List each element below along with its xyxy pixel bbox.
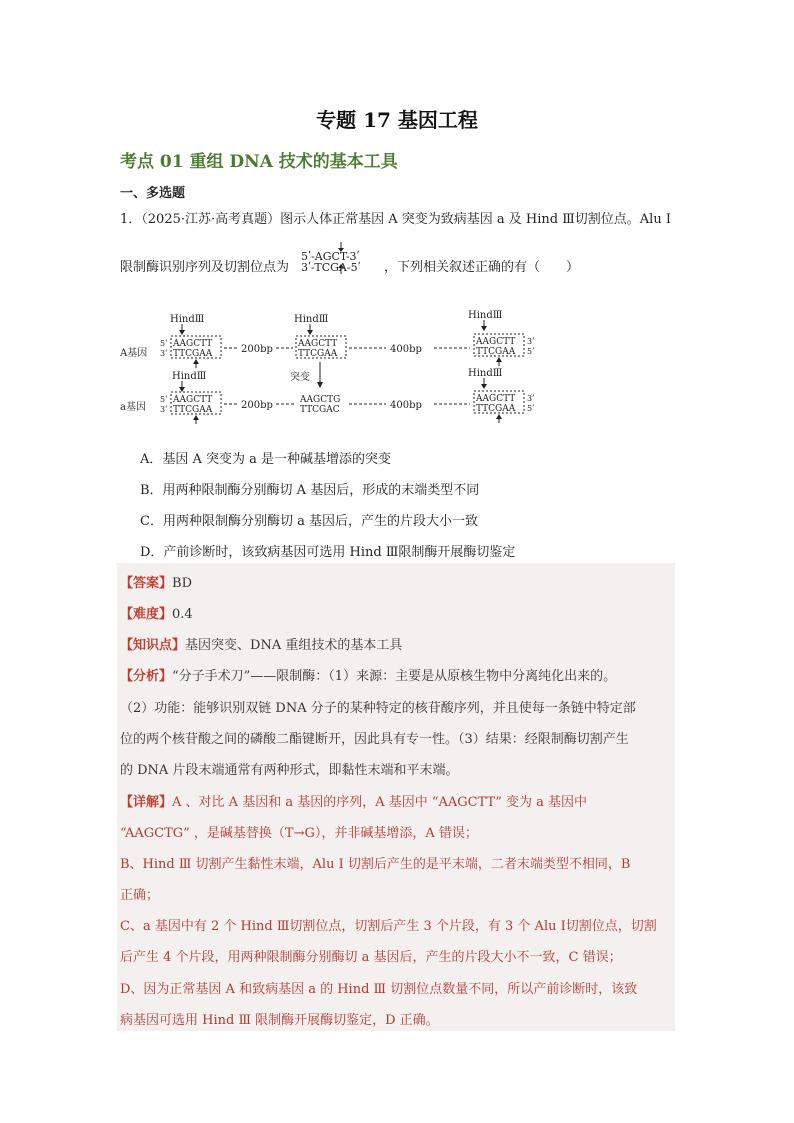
hind-label-5: HindⅢ: [468, 368, 503, 379]
hind-label-4: HindⅢ: [172, 371, 207, 382]
seq-A1-top: AAGCTT: [173, 339, 213, 349]
mut-seq-bottom: TTCGAC: [300, 405, 340, 415]
answer-tag: 【答案】: [120, 576, 173, 591]
five-prime-4: 5ʹ: [527, 404, 535, 413]
seq-A1-bottom: TTCGAA: [173, 349, 213, 359]
bp400-A: 400bp: [390, 344, 422, 355]
knowledge-line: [120, 634, 402, 653]
option-c: C．用两种限制酶分别酶切 a 基因后，产生的片段大小一致: [140, 514, 478, 529]
mutation-label: 突变: [290, 372, 310, 383]
question-line-2-end: ，下列相关叙述正确的有（ ）: [384, 260, 580, 275]
gene-figure: [118, 304, 548, 434]
alu-seq-bottom: 3ʹ-TCGA-5ʹ: [301, 261, 361, 274]
detail-line-7: D、因为正常基因 A 和致病基因 a 的 Hind Ⅲ 切割位点数量不同，所以产前诊断时，该致: [120, 982, 638, 997]
answer-value: BD: [172, 576, 192, 591]
detail-line-6: 后产生 4 个片段，用两种限制酶分别酶切 a 基因后，产生的片段大小不一致，C 错误；: [120, 950, 622, 965]
mut-seq-top: AAGCTG: [300, 395, 341, 405]
detail-line-2: “AAGCTG” ，是碱基替换（T→G），并非碱基增添，A 错误；: [120, 826, 478, 841]
detail-line-3: B、Hind Ⅲ 切割产生黏性末端，Alu Ⅰ 切割后产生的是平末端，二者末端类型不相同，B: [120, 857, 631, 872]
question-line-1: 1．（2025·江苏·高考真题）图示人体正常基因 A 突变为致病基因 a 及 Hind Ⅲ切割位点。Alu Ⅰ: [120, 212, 671, 227]
section-title: 考点 01 重组 DNA 技术的基本工具: [120, 152, 398, 172]
hind-label-2: HindⅢ: [294, 314, 329, 325]
answer-line: [120, 572, 192, 591]
five-prime-1: 5ʹ: [160, 339, 168, 348]
detail-tag: 【详解】: [120, 795, 173, 810]
three-prime-4: 3ʹ: [527, 394, 535, 403]
seq-A2-bottom: TTCGAA: [298, 349, 338, 359]
bp200-a: 200bp: [241, 400, 273, 411]
knowledge-value: 基因突变、DNA 重组技术的基本工具: [185, 638, 403, 653]
seq-a3-top: AAGCTT: [476, 394, 516, 404]
detail-text-1: A 、对比 A 基因和 a 基因的序列，A 基因中 “AAGCTT” 变为 a 基因中: [172, 795, 587, 810]
detail-line-1: [120, 791, 587, 810]
detail-line-4: 正确；: [120, 888, 160, 903]
analysis-line-3: 位的两个核苷酸之间的磷酸二酯键断开，因此具有专一性。（3）结果：经限制酶切割产生: [120, 732, 629, 747]
label-gene-A: A基因: [120, 348, 148, 359]
question-line-2: 限制酶识别序列及切割位点为: [120, 260, 290, 275]
seq-A2-top: AAGCTT: [298, 339, 338, 349]
alu-sequence: [301, 242, 381, 274]
difficulty-line: [120, 603, 193, 622]
bp400-a: 400bp: [390, 400, 422, 411]
seq-a3-bottom: TTCGAA: [476, 404, 516, 414]
page-title: 专题 17 基因工程: [316, 108, 478, 132]
option-d: D．产前诊断时，该致病基因可选用 Hind Ⅲ限制酶开展酶切鉴定: [140, 545, 516, 560]
hind-label-1: HindⅢ: [170, 314, 205, 325]
label-gene-a: a基因: [120, 402, 146, 413]
seq-a1-bottom: TTCGAA: [173, 405, 213, 415]
bp200-A: 200bp: [241, 344, 273, 355]
analysis-text-1: “分子手术刀”——限制酶：（1）来源：主要是从原核生物中分离纯化出来的。: [172, 669, 617, 684]
analysis-line-1: [120, 665, 616, 684]
alu-seq-top: 5ʹ-AGCT-3ʹ: [301, 250, 360, 263]
seq-a1-top: AAGCTT: [173, 395, 213, 405]
seq-A3-top: AAGCTT: [476, 337, 516, 347]
option-b: B．用两种限制酶分别酶切 A 基因后，形成的末端类型不同: [140, 483, 480, 498]
analysis-line-4: 的 DNA 片段末端通常有两种形式，即黏性末端和平末端。: [120, 763, 459, 778]
five-prime-3: 5ʹ: [160, 395, 168, 404]
detail-line-8: 病基因可选用 Hind Ⅲ 限制酶开展酶切鉴定，D 正确。: [120, 1013, 439, 1028]
hind-label-3: HindⅢ: [468, 310, 503, 321]
three-prime-1: 3ʹ: [160, 349, 168, 358]
three-prime-2: 3ʹ: [527, 337, 535, 346]
detail-line-5: C、a 基因中有 2 个 Hind Ⅲ切割位点，切割后产生 3 个片段，有 3 个 Alu Ⅰ切割位点，切割: [120, 919, 657, 934]
subsection-title: 一、多选题: [120, 186, 186, 201]
difficulty-value: 0.4: [172, 607, 193, 622]
knowledge-tag: 【知识点】: [120, 638, 186, 653]
three-prime-3: 3ʹ: [160, 405, 168, 414]
difficulty-tag: 【难度】: [120, 607, 173, 622]
five-prime-2: 5ʹ: [527, 347, 535, 356]
seq-A3-bottom: TTCGAA: [476, 347, 516, 357]
option-a: A．基因 A 突变为 a 是一种碱基增添的突变: [140, 452, 392, 467]
analysis-line-2: （2）功能：能够识别双链 DNA 分子的某种特定的核苷酸序列，并且使每一条链中特定部: [120, 701, 636, 716]
analysis-tag: 【分析】: [120, 669, 173, 684]
